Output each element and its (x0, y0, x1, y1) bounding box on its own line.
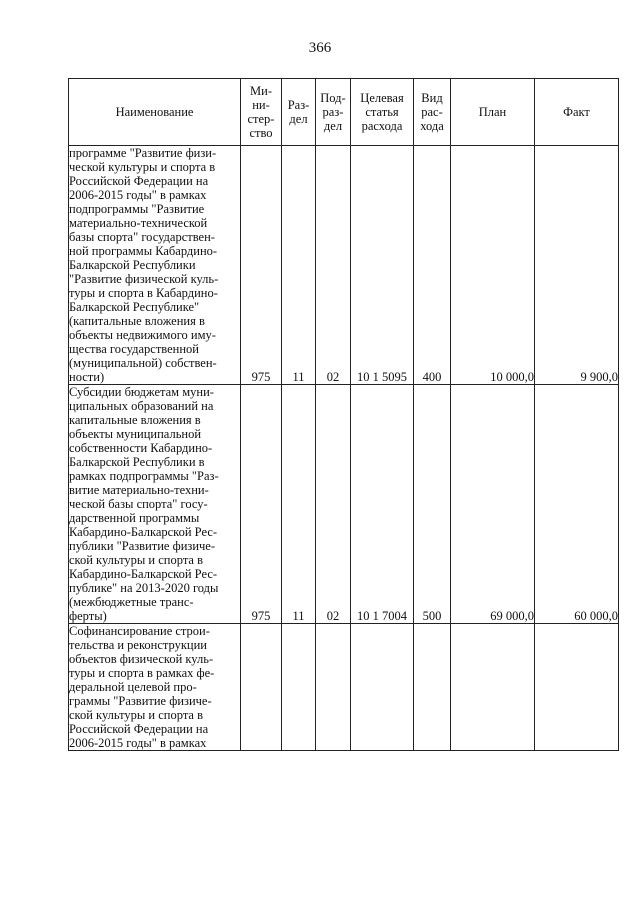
cell-name-line: базы спорта" государствен- (69, 230, 215, 244)
header-ministry (241, 79, 282, 146)
cell-name-line: (межбюджетные транс- (69, 595, 194, 609)
cell-name-line: тельства и реконструкции (69, 638, 208, 652)
cell-name-line: Балкарской Республике" (69, 300, 200, 314)
cell-name-line: деральной целевой про- (69, 680, 197, 694)
cell-name-line: Российской Федерации на (69, 174, 209, 188)
cell-name-line: туры и спорта в Кабардино- (69, 286, 218, 300)
cell-name-line: граммы "Развитие физиче- (69, 694, 212, 708)
header-section (282, 79, 316, 146)
cell-name-line: (капитальные вложения в (69, 314, 205, 328)
cell-plan (451, 624, 535, 751)
cell-name-line: ферты) (69, 609, 107, 623)
header-expense-type-line: Вид (421, 91, 443, 105)
cell-name-line: 2006-2015 годы" в рамках (69, 188, 207, 202)
cell-name-line: ческой культуры и спорта в (69, 160, 216, 174)
table-row (69, 146, 619, 385)
header-fact (535, 79, 619, 146)
cell-name-line: ной программы Кабардино- (69, 244, 218, 258)
cell-name-line: ческой базы спорта" госу- (69, 497, 208, 511)
cell-name (69, 624, 241, 751)
cell-name-line: туры и спорта в рамках фе- (69, 666, 215, 680)
cell-plan: 10 000,0 (451, 146, 535, 385)
table-header-row (69, 79, 619, 146)
cell-ministry: 975 (241, 385, 282, 624)
cell-target: 10 1 7004 (351, 385, 414, 624)
cell-name-line: ской культуры и спорта в (69, 553, 204, 567)
cell-name-line: публике" на 2013-2020 годы (69, 581, 219, 595)
header-name-label: Наименование (115, 105, 194, 119)
cell-name-line: рамках подпрограммы "Раз- (69, 469, 219, 483)
cell-section: 11 (282, 146, 316, 385)
cell-name-line: объектов физической куль- (69, 652, 214, 666)
cell-name-line: ципальных образований на (69, 399, 214, 413)
cell-name (69, 146, 241, 385)
cell-name-line: материально-технической (69, 216, 208, 230)
header-subsection (316, 79, 351, 146)
header-name (69, 79, 241, 146)
budget-table (68, 78, 619, 751)
cell-name-line: программе "Развитие физи- (69, 146, 217, 160)
cell-name-line: собственности Кабардино- (69, 441, 213, 455)
cell-name (69, 385, 241, 624)
cell-fact (535, 624, 619, 751)
cell-fact: 60 000,0 (535, 385, 619, 624)
cell-name-line: объекты муниципальной (69, 427, 202, 441)
cell-name-line: подпрограммы "Развитие (69, 202, 205, 216)
cell-name-line: Кабардино-Балкарской Рес- (69, 567, 218, 581)
cell-subsection (316, 624, 351, 751)
cell-name-line: (муниципальной) собствен- (69, 356, 217, 370)
header-ministry-line: Ми- (250, 84, 272, 98)
cell-name-line: объекты недвижимого иму- (69, 328, 216, 342)
header-section-line: Раз- (287, 98, 310, 112)
cell-section (282, 624, 316, 751)
header-subsection-line: раз- (322, 105, 344, 119)
cell-section: 11 (282, 385, 316, 624)
header-expense-type (414, 79, 451, 146)
cell-name-line: щества государственной (69, 342, 199, 356)
cell-name-line: публики "Развитие физиче- (69, 539, 216, 553)
cell-name-line: дарственной программы (69, 511, 200, 525)
header-target-line: статья (365, 105, 399, 119)
cell-name-line: Кабардино-Балкарской Рес- (69, 525, 218, 539)
cell-name-line: Российской Федерации на (69, 722, 209, 736)
cell-ministry (241, 624, 282, 751)
cell-target: 10 1 5095 (351, 146, 414, 385)
cell-name-line: витие материально-техни- (69, 483, 209, 497)
cell-name-line: Балкарской Республики (69, 258, 196, 272)
header-plan (451, 79, 535, 146)
header-subsection-line: дел (323, 119, 343, 133)
header-target (351, 79, 414, 146)
header-expense-type-line: рас- (421, 105, 443, 119)
cell-name-line: Софинансирование строи- (69, 624, 210, 638)
header-fact-label: Факт (563, 105, 590, 119)
cell-name-line: 2006-2015 годы" в рамках (69, 736, 207, 750)
cell-name-line: ности) (69, 370, 105, 384)
table-row (69, 624, 619, 751)
cell-fact: 9 900,0 (535, 146, 619, 385)
table-row (69, 385, 619, 624)
cell-name-line: Субсидии бюджетам муни- (69, 385, 214, 399)
header-subsection-line: Под- (320, 91, 346, 105)
header-expense-type-line: хода (420, 119, 444, 133)
cell-target (351, 624, 414, 751)
page-number: 366 (308, 40, 332, 56)
cell-expense-type: 400 (414, 146, 451, 385)
header-target-line: расхода (361, 119, 403, 133)
header-ministry-line: ство (249, 126, 273, 140)
cell-name-line: ской культуры и спорта в (69, 708, 204, 722)
cell-name-line: капитальные вложения в (69, 413, 201, 427)
header-target-line: Целевая (360, 91, 404, 105)
cell-plan: 69 000,0 (451, 385, 535, 624)
cell-subsection: 02 (316, 385, 351, 624)
cell-name-line: "Развитие физической куль- (69, 272, 219, 286)
cell-subsection: 02 (316, 146, 351, 385)
header-section-line: дел (289, 112, 308, 126)
cell-name-line: Балкарской Республики в (69, 455, 205, 469)
header-ministry-line: стер- (247, 112, 275, 126)
cell-expense-type (414, 624, 451, 751)
cell-expense-type: 500 (414, 385, 451, 624)
header-plan-label: План (478, 105, 507, 119)
header-ministry-line: ни- (252, 98, 270, 112)
cell-ministry: 975 (241, 146, 282, 385)
